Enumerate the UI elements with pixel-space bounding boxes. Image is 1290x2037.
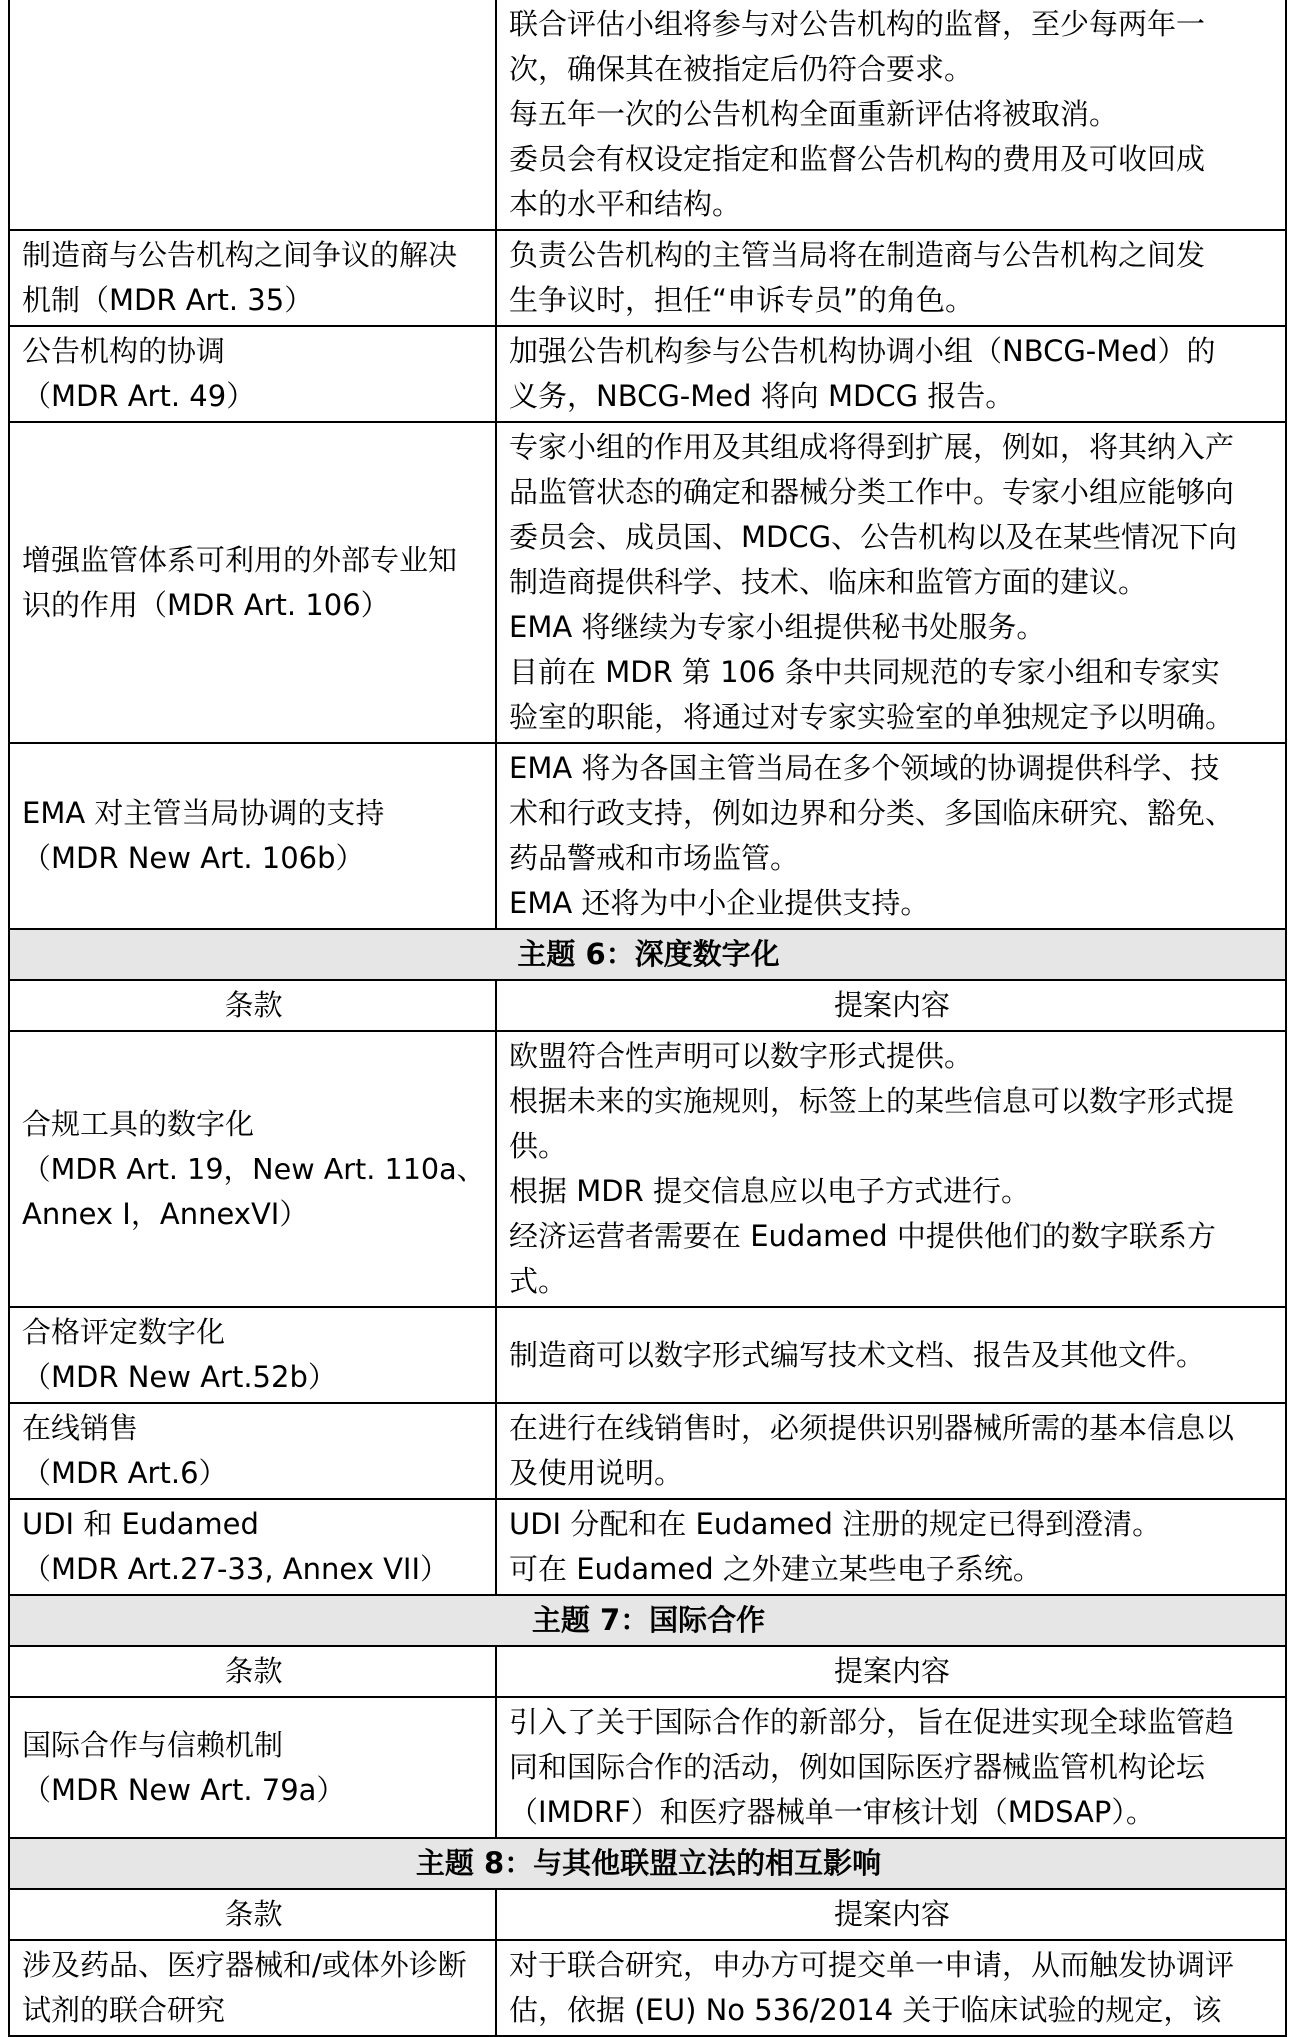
column-header-provision: 条款 <box>9 1889 496 1940</box>
proposal-line: 负责公告机构的主管当局将在制造商与公告机构之间发 <box>509 238 1206 272</box>
provision-line: （MDR Art. 19，New Art. 110a、 <box>22 1151 486 1186</box>
proposal-cell <box>496 1940 1286 2036</box>
provision-cell <box>9 0 496 230</box>
proposal-cell <box>496 1031 1286 1307</box>
proposal-line: 义务，NBCG-Med 将向 MDCG 报告。 <box>509 379 1015 413</box>
proposal-cell <box>496 326 1286 422</box>
provision-cell <box>9 230 496 326</box>
provision-cell <box>9 326 496 422</box>
provision-cell <box>9 1940 496 2036</box>
proposal-line: 委员会有权设定指定和监督公告机构的费用及可收回成 <box>509 142 1206 176</box>
theme-title: 主题 6：深度数字化 <box>9 929 1286 980</box>
theme-row <box>9 1595 1286 1646</box>
table-row <box>9 1940 1286 2036</box>
table-row <box>9 1499 1286 1595</box>
proposal-line: 可在 Eudamed 之外建立某些电子系统。 <box>509 1552 1042 1586</box>
table-row <box>9 326 1286 422</box>
provision-line: （MDR Art. 49） <box>22 379 256 413</box>
provision-line: 涉及药品、医疗器械和/或体外诊断 <box>22 1948 467 1982</box>
proposal-line: 供。 <box>509 1129 568 1163</box>
proposal-line: 估，依据 (EU) No 536/2014 关于临床试验的规定，该 <box>509 1993 1222 2027</box>
theme-row <box>9 929 1286 980</box>
proposal-line: 联合评估小组将参与对公告机构的监督，至少每两年一 <box>509 7 1206 41</box>
table-row <box>9 422 1286 743</box>
provision-line: 增强监管体系可利用的外部专业知 <box>22 542 458 577</box>
proposal-line: 专家小组的作用及其组成将得到扩展，例如，将其纳入产 <box>509 430 1235 464</box>
proposal-cell <box>496 230 1286 326</box>
table-row <box>9 0 1286 230</box>
provision-line: （MDR New Art. 79a） <box>22 1772 346 1807</box>
provision-line: （MDR New Art.52b） <box>22 1360 337 1394</box>
proposal-line: 经济运营者需要在 Eudamed 中提供他们的数字联系方 <box>509 1219 1216 1253</box>
proposal-line: 委员会、成员国、MDCG、公告机构以及在某些情况下向 <box>509 520 1238 554</box>
proposal-line: 式。 <box>509 1264 568 1298</box>
provision-cell <box>9 422 496 743</box>
proposal-line: EMA 将为各国主管当局在多个领域的协调提供科学、技 <box>509 751 1220 785</box>
provision-line: 合格评定数字化 <box>22 1315 226 1349</box>
provision-line: Annex I，AnnexVI） <box>22 1196 309 1231</box>
table-row <box>9 1031 1286 1307</box>
provision-cell <box>9 743 496 929</box>
proposal-line: 术和行政支持，例如边界和分类、多国临床研究、豁免、 <box>509 796 1235 830</box>
provision-line: EMA 对主管当局协调的支持 <box>22 796 385 830</box>
proposal-line: 制造商提供科学、技术、临床和监管方面的建议。 <box>509 565 1148 599</box>
provision-line: （MDR Art.6） <box>22 1456 228 1490</box>
provision-cell <box>9 1499 496 1595</box>
proposal-line: 欧盟符合性声明可以数字形式提供。 <box>509 1039 974 1073</box>
theme-title: 主题 7：国际合作 <box>9 1595 1286 1646</box>
proposal-line: 制造商可以数字形式编写技术文档、报告及其他文件。 <box>509 1337 1206 1372</box>
proposal-cell <box>496 422 1286 743</box>
provision-line: UDI 和 Eudamed <box>22 1507 259 1541</box>
proposal-line: 引入了关于国际合作的新部分，旨在促进实现全球监管趋 <box>509 1705 1235 1739</box>
column-header-row <box>9 1889 1286 1940</box>
column-header-proposal: 提案内容 <box>496 1646 1286 1697</box>
provision-line: 试剂的联合研究 <box>22 1993 226 2027</box>
proposal-line: 目前在 MDR 第 106 条中共同规范的专家小组和专家实 <box>509 655 1220 689</box>
provision-cell <box>9 1403 496 1499</box>
provision-line: 制造商与公告机构之间争议的解决 <box>22 238 458 272</box>
provision-line: 国际合作与信赖机制 <box>22 1727 284 1762</box>
proposal-line: UDI 分配和在 Eudamed 注册的规定已得到澄清。 <box>509 1507 1162 1541</box>
provision-cell <box>9 1697 496 1838</box>
proposal-line: EMA 还将为中小企业提供支持。 <box>509 886 930 920</box>
proposal-cell <box>496 1403 1286 1499</box>
proposal-line: 本的水平和结构。 <box>509 187 742 221</box>
proposal-line: 药品警戒和市场监管。 <box>509 841 800 875</box>
proposal-line: 验室的职能，将通过对专家实验室的单独规定予以明确。 <box>509 700 1235 734</box>
table-row <box>9 1403 1286 1499</box>
proposal-cell <box>496 0 1286 230</box>
table-body <box>9 0 1286 2036</box>
provision-line: （MDR Art.27-33, Annex VII） <box>22 1552 450 1586</box>
theme-title: 主题 8：与其他联盟立法的相互影响 <box>9 1838 1286 1889</box>
proposal-line: 根据 MDR 提交信息应以电子方式进行。 <box>509 1174 1030 1208</box>
column-header-provision: 条款 <box>9 1646 496 1697</box>
proposal-line: （IMDRF）和医疗器械单一审核计划（MDSAP）。 <box>509 1795 1155 1829</box>
table-row <box>9 230 1286 326</box>
proposal-cell <box>496 1697 1286 1838</box>
proposal-line: 及使用说明。 <box>509 1456 684 1490</box>
proposal-line: 根据未来的实施规则，标签上的某些信息可以数字形式提 <box>509 1084 1235 1118</box>
proposal-line: 生争议时，担任“申诉专员”的角色。 <box>509 283 975 317</box>
column-header-proposal: 提案内容 <box>496 980 1286 1031</box>
proposal-line: 每五年一次的公告机构全面重新评估将被取消。 <box>509 97 1119 131</box>
proposal-line: 加强公告机构参与公告机构协调小组（NBCG-Med）的 <box>509 334 1216 368</box>
provision-cell <box>9 1307 496 1403</box>
column-header-row <box>9 1646 1286 1697</box>
column-header-proposal: 提案内容 <box>496 1889 1286 1940</box>
provision-line: 识的作用（MDR Art. 106） <box>22 587 390 622</box>
provision-line: 公告机构的协调 <box>22 334 226 368</box>
provision-line: 在线销售 <box>22 1411 139 1445</box>
table-row <box>9 1697 1286 1838</box>
column-header-row <box>9 980 1286 1031</box>
provision-line: 合规工具的数字化 <box>22 1106 255 1141</box>
table-row <box>9 1307 1286 1403</box>
proposal-line: 品监管状态的确定和器械分类工作中。专家小组应能够向 <box>509 475 1235 509</box>
provisions-table <box>8 0 1287 2037</box>
provision-line: （MDR New Art. 106b） <box>22 841 365 875</box>
table-row <box>9 743 1286 929</box>
theme-row <box>9 1838 1286 1889</box>
proposal-line: 同和国际合作的活动，例如国际医疗器械监管机构论坛 <box>509 1750 1206 1784</box>
proposal-line: 对于联合研究，申办方可提交单一申请，从而触发协调评 <box>509 1948 1235 1982</box>
proposal-line: EMA 将继续为专家小组提供秘书处服务。 <box>509 610 1046 644</box>
proposal-line: 在进行在线销售时，必须提供识别器械所需的基本信息以 <box>509 1411 1235 1445</box>
proposal-line: 次，确保其在被指定后仍符合要求。 <box>509 52 974 86</box>
provision-cell <box>9 1031 496 1307</box>
proposal-cell <box>496 1307 1286 1403</box>
proposal-cell <box>496 743 1286 929</box>
proposal-cell <box>496 1499 1286 1595</box>
provision-line: 机制（MDR Art. 35） <box>22 283 314 317</box>
column-header-provision: 条款 <box>9 980 496 1031</box>
